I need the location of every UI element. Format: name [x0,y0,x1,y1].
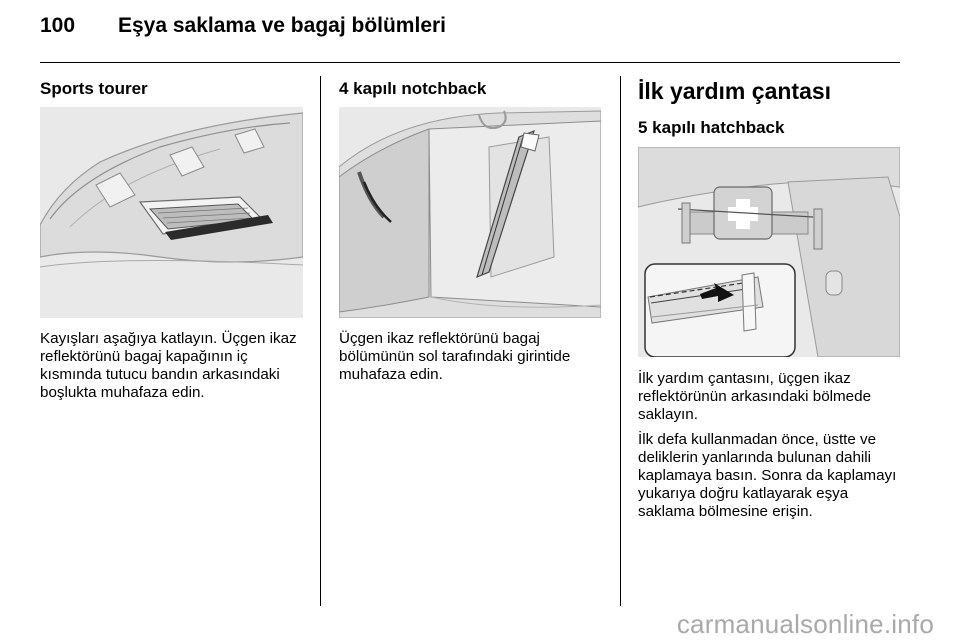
paragraph-first-aid-2: İlk defa kullanmadan önce, üstte ve deliklerin yanlarında bulunan dahili kaplamaya basın. Sonra da kaplamayı yukarıya doğru katlayarak eşya saklama bölmesine erişin. [638,431,897,520]
body-text-sports-tourer: Kayışları aşağıya katlayın. Üçgen ikaz reflektörünü bagaj kapağının iç kısmında tutucu bandın arkasındaki boşlukta muhafaza edin. [40,330,297,401]
section-heading-first-aid: İlk yardım çantası [638,78,832,104]
body-text-notchback: Üçgen ikaz reflektörünü bagaj bölümünün sol tarafındaki girintide muhafaza edin. [339,330,571,383]
section-heading-notchback: 4 kapılı notchback [339,79,487,98]
subheading-hatchback: 5 kapılı hatchback [638,118,785,137]
section-heading-sports-tourer: Sports tourer [40,79,148,98]
trunk-recess-illustration [339,107,601,318]
first-aid-compartment-illustration [638,147,900,357]
paragraph-first-aid-1: İlk yardım çantasını, üçgen ikaz reflektörünün arkasındaki bölmede saklayın. [638,370,872,423]
page-title: Eşya saklama ve bagaj bölümleri [118,14,447,37]
tailgate-interior-illustration [40,107,303,318]
body-text-first-aid [638,370,900,528]
watermark-text: carmanualsonline.info [676,609,934,639]
column-divider-right [620,76,621,606]
column-divider-left [320,76,321,606]
header-rule [40,62,900,63]
page-number: 100 [40,14,76,37]
